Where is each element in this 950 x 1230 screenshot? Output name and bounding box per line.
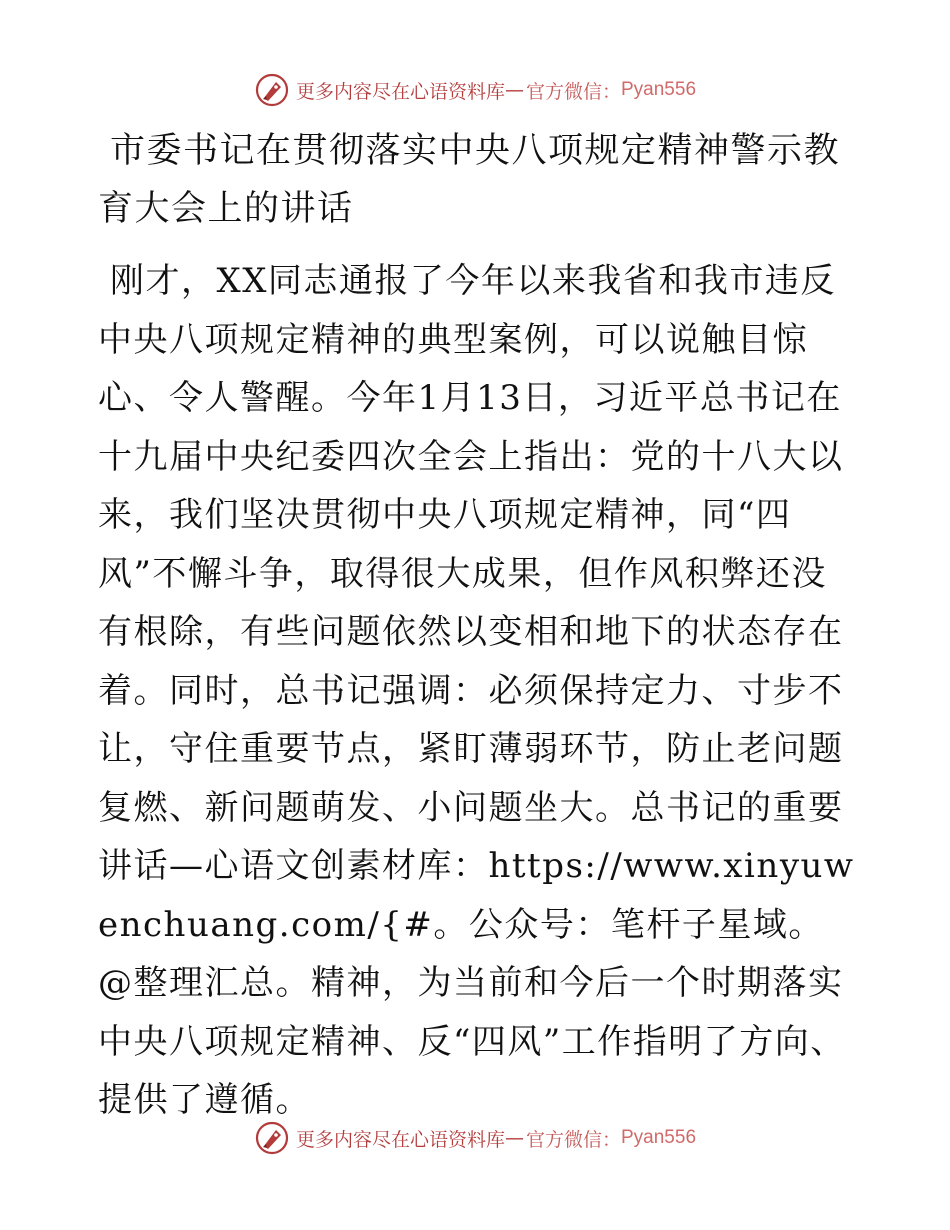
header-banner <box>0 72 950 108</box>
banner-text: 更多内容尽在心语资料库 <box>295 1128 505 1151</box>
banner-separator: — <box>504 1127 524 1149</box>
banner-wechat-id: Pyan556 <box>621 1127 697 1148</box>
pen-nib-logo-icon <box>254 72 290 108</box>
document-title: 市委书记在贯彻落实中央八项规定精神警示教育大会上的讲话 <box>98 131 841 229</box>
pen-nib-logo-icon <box>254 1120 290 1156</box>
banner-wechat-id: Pyan556 <box>621 79 697 100</box>
banner-separator: — <box>504 79 524 101</box>
banner-wechat-label: 官方微信： <box>525 1128 621 1151</box>
banner-wechat-label: 官方微信： <box>525 80 621 103</box>
banner-text: 更多内容尽在心语资料库 <box>295 80 505 103</box>
document-paragraph: 刚才，XX同志通报了今年以来我省和我市违反中央八项规定精神的典型案例，可以说触目惊心、令人警醒。今年1月13日，习近平总书记在十九届中央纪委四次全会上指出：党的十八大以来，我们坚决贯彻中央八项规定精神，同“四风”不懈斗争，取得很大成果，但作风积弊还没有根除，有些问题依然以变相和地下的状态存在着。同时，总书记强调：必须保持定力、寸步不让，守住重要节点，紧盯薄弱环节，防止老问题复燃、新问题萌发、小问题坐大。总书记的重要讲话—心语文创素材库：https://www.xinyuwenchuang.com/{#。公众号：笔杆子星域。@整理汇总。精神，为当前和今后一个时期落实中央八项规定精神、反“四风”工作指明了方向、提供了遵循。 <box>98 261 855 1120</box>
footer-banner <box>0 1120 950 1156</box>
